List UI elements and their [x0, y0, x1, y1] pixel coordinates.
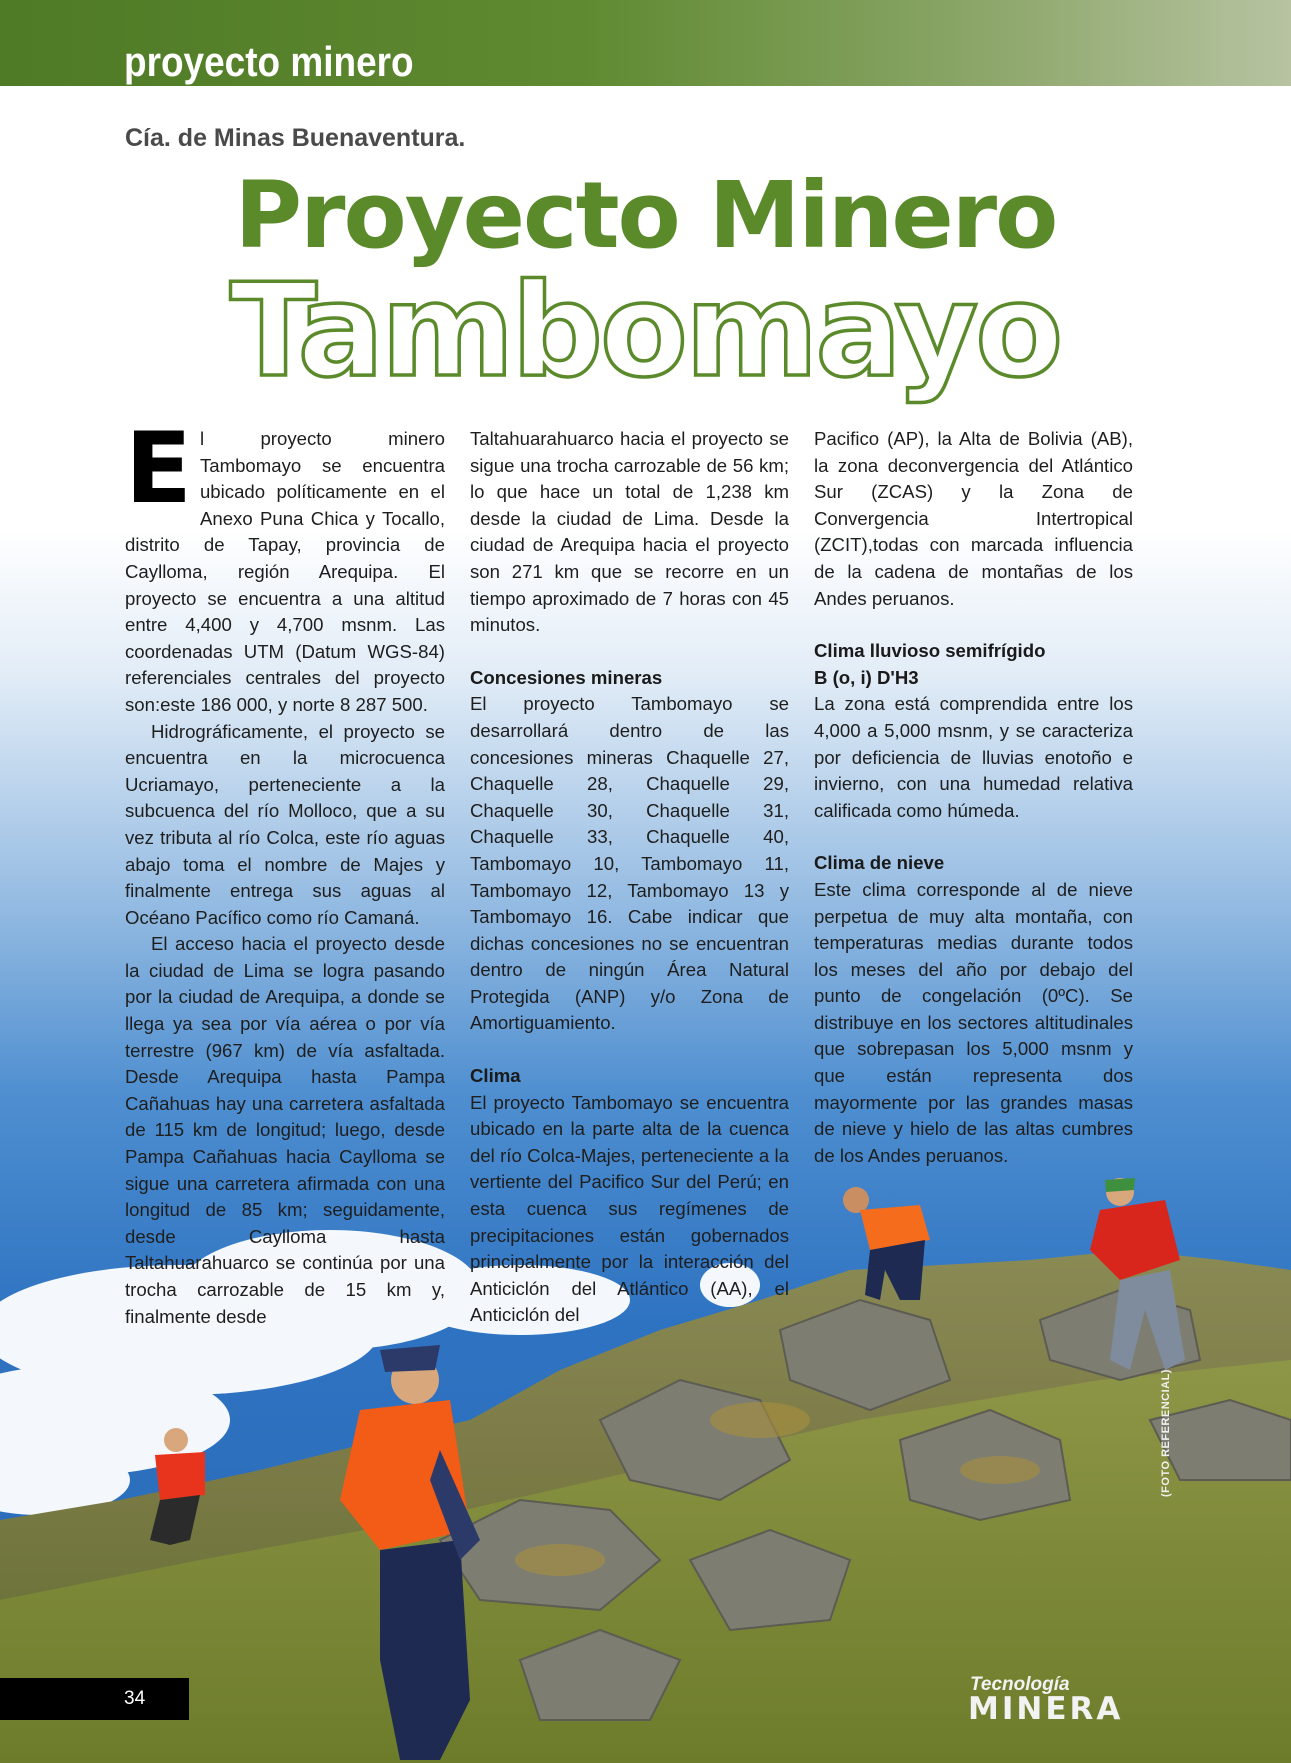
article-title-line1: Proyecto Minero — [234, 162, 1057, 269]
paragraph-clima: El proyecto Tambomayo se encuentra ubicado en la parte alta de la cuenca del río Colca-Majes, perteneciente a la vertiente del Pacifico Sur del Perú; en esta cuenca sus regímenes de precipitaciones están gobernados principalmente por la interacción del Anticiclón del Atlántico (AA), el Anticiclón del — [470, 1091, 789, 1326]
drop-cap: E — [125, 412, 192, 526]
company-name: Cía. de Minas Buenaventura. — [125, 124, 466, 152]
photo-credit: (FOTO REFERENCIAL) — [1160, 1369, 1172, 1497]
logo-bottom-text: MINERA — [968, 1691, 1124, 1727]
article-column-1 — [125, 412, 445, 1330]
subheading-concesiones: Concesiones mineras — [470, 666, 663, 688]
paragraph-clima-lluvioso: La zona está comprendida entre los 4,000 a 5,000 msnm, y se caracteriza por deficiencia de lluvias enotoño e invierno, con una humedad relativa calificada como húmeda. — [814, 693, 1133, 821]
paragraph-concesiones: El proyecto Tambomayo se desarrollará dentro de las concesiones mineras Chaquelle 27, Chaquelle 28, Chaquelle 29, Chaquelle 30, Chaquelle 31, Chaquelle 33, Chaquelle 40, Tambomayo 10, Tambomayo 11, Tambomayo 12, Tambomayo 13 y Tambomayo 16. Cabe indicar que dichas concesiones no se encuentran dentro de ningún Área Natural Protegida (ANP) y/o Zona de Amortiguamiento. — [470, 693, 789, 1034]
paragraph-intro — [125, 412, 445, 719]
paragraph-access-continued: Taltahuarahuarco hacia el proyecto se sigue una trocha carrozable de 56 km; lo que hace un total de 1,238 km desde la ciudad de Lima. Desde la ciudad de Arequipa hacia el proyecto son 271 km que se recorre en un tiempo aproximado de 7 horas con 45 minutos. — [470, 428, 789, 636]
subheading-clima-lluvioso: Clima lluvioso semifrígido — [814, 640, 1046, 662]
logo-top-text: Tecnología — [970, 1674, 1070, 1695]
article-column-2 — [470, 426, 789, 1329]
paragraph-hydrography: Hidrográficamente, el proyecto se encuentra en la microcuenca Ucriamayo, perteneciente a la subcuenca del río Molloco, que a su vez tributa al río Colca, este río aguas abajo toma el nombre de Majes y finalmente entrega sus aguas al Océano Pacífico como río Camaná. — [125, 720, 445, 928]
subheading-clima-lluvioso-code: B (o, i) D'H3 — [814, 666, 919, 688]
page-number: 34 — [124, 1688, 146, 1709]
article-title-outline-text: Tambomayo — [229, 257, 1061, 406]
magazine-logo — [968, 1674, 1124, 1727]
page-number-box — [0, 1678, 189, 1720]
article-title-line2 — [0, 248, 1291, 408]
paragraph-clima-continued: Pacifico (AP), la Alta de Bolivia (AB), la zona deconvergencia del Atlántico Sur (ZCAS) y la Zona de Convergencia Intertropical (ZCIT),todas con marcada influencia de la cadena de montañas de los Andes peruanos. — [814, 428, 1133, 609]
paragraph-clima-nieve: Este clima corresponde al de nieve perpetua de muy alta montaña, con temperaturas medias durante todos los meses del año por debajo del punto de congelación (0ºC). Se distribuye en los sectores altitudinales que sobrepasan los 5,000 msnm y que están representa dos mayormente por las grandes masas de nieve y hielo de las altas cumbres de los Andes peruanos. — [814, 878, 1133, 1166]
section-label: proyecto minero — [124, 38, 414, 85]
subheading-clima-nieve: Clima de nieve — [814, 852, 945, 874]
paragraph-intro-text: l proyecto minero Tambomayo se encuentra ubicado políticamente en el Anexo Puna Chica y Tocallo, distrito de Tapay, provincia de Caylloma, región Arequipa. El proyecto se encuentra a una altitud entre 4,400 y 4,700 msnm. Las coordenadas UTM (Datum WGS-84) referenciales centrales del proyecto son:este 186 000, y norte 8 287 500. — [125, 428, 445, 715]
subheading-clima: Clima — [470, 1065, 521, 1087]
paragraph-access: El acceso hacia el proyecto desde la ciudad de Lima se logra pasando por la ciudad de Arequipa, a donde se llega ya sea por vía aérea o por vía terrestre (967 km) de vía asfaltada. Desde Arequipa hasta Pampa Cañahuas hay una carretera asfaltada de 115 km de longitud; luego, desde Pampa Cañahuas hacia Caylloma se sigue una carretera afirmada con una longitud de 85 km; seguidamente, desde Caylloma hasta Taltahuarahuarco se continúa por una trocha carrozable de 15 km y, finalmente desde — [125, 933, 445, 1327]
article-column-3 — [814, 426, 1133, 1169]
